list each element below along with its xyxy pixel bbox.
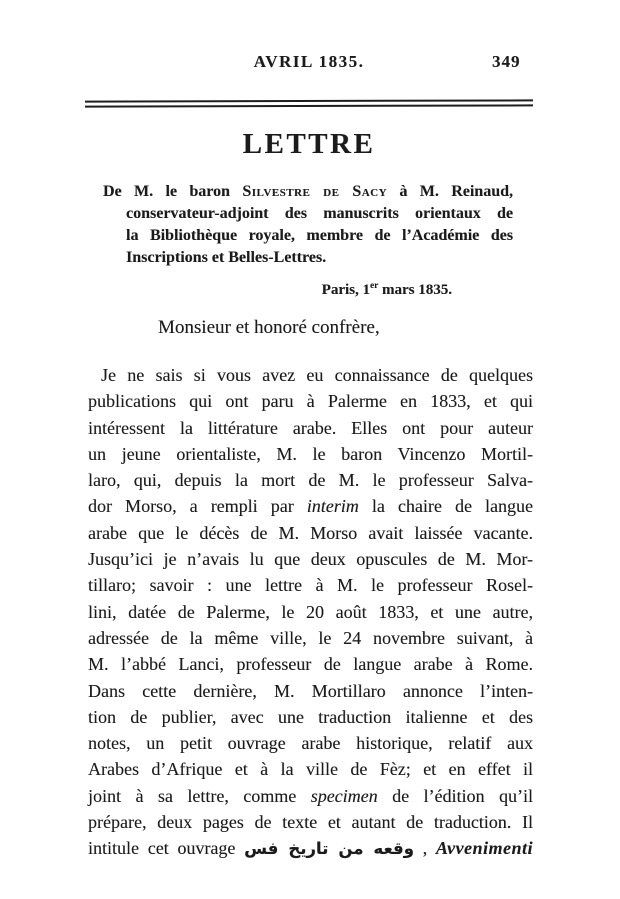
text-segment: Arabes d’Afrique et à la ville de Fèz; et en effet il <box>88 759 533 780</box>
text-segment: , <box>413 838 436 859</box>
rule-line-bottom <box>85 104 533 107</box>
text-segment: intitule cet ouvrage <box>88 838 245 859</box>
text-segment: Inscriptions et Belles-Lettres. <box>126 249 327 266</box>
text-segment: laro, qui, depuis la mort de M. le professeur Salva- <box>88 470 533 491</box>
rule-line-top <box>85 99 533 102</box>
body-line <box>88 730 533 756</box>
text-segment: tion de publier, avec une traduction italienne et des <box>88 706 533 727</box>
body-line <box>88 467 533 493</box>
arabic-title-text: وقعه من تاريخ فس <box>244 839 414 859</box>
body-line <box>88 493 533 519</box>
text-segment: dor Morso, a rempli par <box>88 496 307 517</box>
body-line <box>88 388 533 414</box>
body-line <box>88 678 533 704</box>
text-segment: Je ne sais si vous avez eu connaissance de quelques <box>101 365 533 385</box>
letter-title: LETTRE <box>242 128 376 160</box>
text-segment: interim <box>306 496 359 517</box>
recipient-block <box>103 181 513 269</box>
page-number: 349 <box>492 52 521 71</box>
text-segment: à M. Reinaud, <box>387 183 513 200</box>
text-segment: la chaire de langue <box>358 496 533 517</box>
body-line <box>88 572 533 598</box>
text-segment: Dans cette dernière, M. Mortillaro annonce l’inten- <box>88 680 533 701</box>
text-segment: tillaro; savoir : une lettre à M. le professeur Rosel- <box>88 575 533 596</box>
text-segment: publications qui ont paru à Palerme en 1833, et qui <box>88 391 533 412</box>
text-segment: M. l’abbé Lanci, professeur de langue arabe à Rome. <box>88 654 533 675</box>
body-line <box>88 756 533 782</box>
body-line <box>88 704 533 730</box>
dateline <box>322 282 452 299</box>
text-segment: Jusqu’ici je n’avais lu que deux opuscules de M. Mor- <box>88 549 533 570</box>
header-month-year: AVRIL 1835. <box>253 52 365 71</box>
body-line <box>88 651 533 677</box>
body-line <box>88 625 533 651</box>
recipient-line <box>126 203 513 225</box>
dateline-suffix: mars 1835. <box>378 282 452 298</box>
text-segment: specimen <box>310 785 378 806</box>
text-segment: Silvestre de Sacy <box>242 183 388 200</box>
text-segment: joint à sa lettre, comme <box>88 785 311 806</box>
body-line <box>88 415 533 441</box>
text-segment: intéressent la littérature arabe. Elles ont pour auteur <box>88 417 533 438</box>
body-line <box>88 599 533 625</box>
running-header <box>85 52 533 72</box>
recipient-line <box>103 181 513 203</box>
recipient-line <box>126 247 513 269</box>
body-line <box>88 783 533 809</box>
body-line <box>88 441 533 467</box>
text-segment: prépare, deux pages de texte et autant de traduction. Il <box>88 812 533 833</box>
text-segment: lini, datée de Palerme, le 20 août 1833, et une autre, <box>88 601 533 622</box>
text-segment: la Bibliothèque royale, membre de l’Académie des <box>126 227 513 244</box>
body-line <box>88 809 533 835</box>
letter-body <box>88 362 533 863</box>
dateline-prefix: Paris, 1 <box>321 282 370 298</box>
body-line <box>88 835 533 862</box>
body-line <box>88 520 533 546</box>
text-segment: Avvenimenti <box>435 838 534 859</box>
salutation: Monsieur et honoré confrère, <box>158 317 380 338</box>
text-segment: adressée de la même ville, le 24 novembre suivant, à <box>88 627 533 648</box>
body-line <box>88 362 533 388</box>
text-segment: conservateur-adjoint des manuscrits orientaux de <box>126 205 513 222</box>
body-line <box>88 546 533 572</box>
text-segment: notes, un petit ouvrage arabe historique, relatif aux <box>88 733 533 754</box>
horizontal-double-rule <box>85 99 533 110</box>
text-segment: de l’édition qu’il <box>377 785 533 806</box>
recipient-line <box>126 225 513 247</box>
dateline-ordinal-superscript: er <box>369 281 379 291</box>
text-segment: arabe que le décès de M. Morso avait laissée vacante. <box>88 522 533 543</box>
text-segment: un jeune orientaliste, M. le baron Vincenzo Mortil- <box>88 443 533 464</box>
text-segment: De M. le baron <box>103 183 243 200</box>
